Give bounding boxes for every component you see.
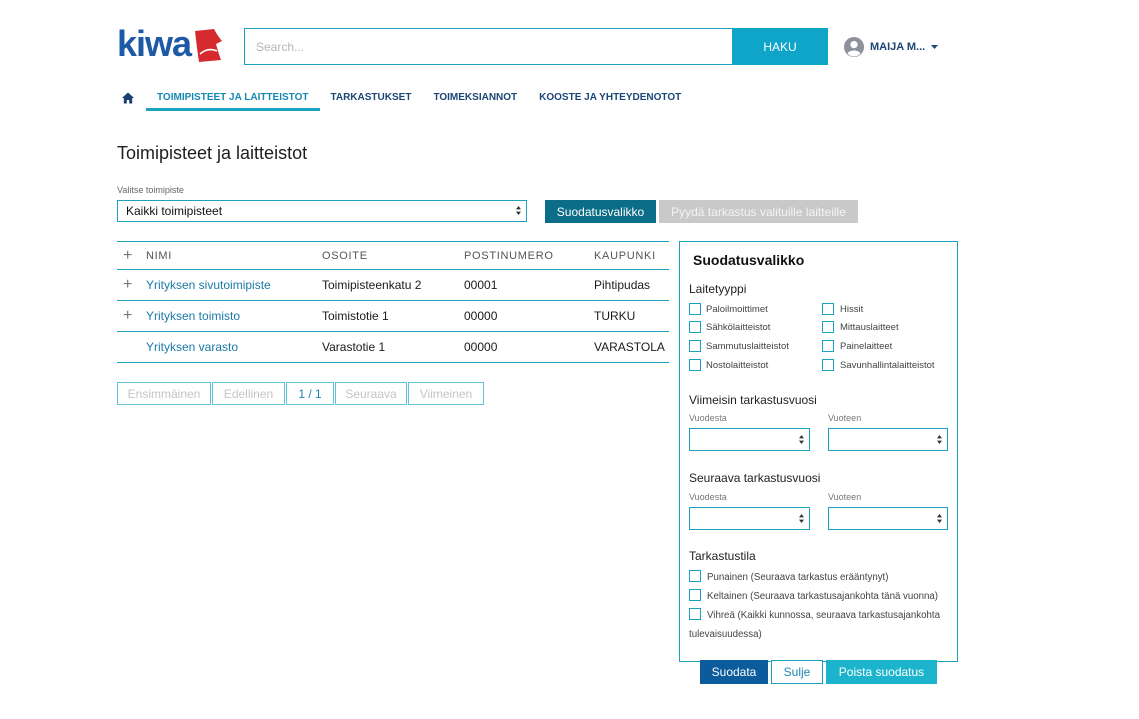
nav-item-toimipisteet[interactable]: TOIMIPISTEET JA LAITTEISTOT [146,88,320,111]
next-inspection-from-input[interactable] [690,508,809,529]
table-row [117,332,669,363]
location-link[interactable]: Yrityksen sivutoimipiste [146,278,271,292]
column-header-address: OSOITE [322,249,368,262]
table-header [117,241,669,270]
next-inspection-to-input[interactable] [829,508,947,529]
inspection-status-heading: Tarkastustila [689,549,756,563]
pagination [117,382,484,405]
location-select[interactable] [117,200,527,222]
checkbox-label: Vihreä (Kaikki kunnossa, seuraava tarkastusajankohta tulevaisuudessa) [689,610,940,640]
filter-panel-title: Suodatusvalikko [693,252,805,268]
nav-item-tarkastukset[interactable]: TARKASTUKSET [330,92,412,103]
home-icon [122,92,134,104]
status-option-red[interactable] [689,568,951,587]
filter-panel [679,241,958,662]
device-type-option[interactable] [689,320,770,334]
checkbox[interactable] [822,303,834,315]
last-inspection-year-heading: Viimeisin tarkastusvuosi [689,393,817,407]
cell-city: VARASTOLA [594,340,665,354]
device-type-option[interactable] [822,302,863,316]
checkbox-label: Nostolaitteistot [706,359,769,371]
user-menu[interactable] [844,36,940,57]
status-option-yellow[interactable] [689,587,951,606]
number-spinner-icon[interactable] [799,435,804,444]
cell-city: Pihtipudas [594,278,651,292]
column-header-postal-code: POSTINUMERO [464,249,554,262]
select-spinner-icon [516,206,521,215]
apply-filter-button[interactable]: Suodata [700,660,768,684]
device-type-option[interactable] [689,358,768,372]
clear-filter-button[interactable]: Poista suodatus [826,660,937,684]
main-nav [117,88,692,111]
cell-name [146,309,322,323]
next-inspection-year-heading: Seuraava tarkastusvuosi [689,471,821,485]
next-inspection-from-year[interactable] [689,507,810,530]
checkbox-label: Mittauslaitteet [840,321,899,333]
checkbox[interactable] [689,321,701,333]
close-filter-button[interactable]: Sulje [771,660,823,684]
table-row [117,301,669,332]
expand-row-button[interactable]: + [123,307,133,324]
expand-all-button[interactable]: + [123,246,133,264]
checkbox[interactable] [689,589,701,601]
cell-postal-code: 00000 [464,340,498,354]
number-spinner-icon[interactable] [937,435,942,444]
column-header-city: KAUPUNKI [594,249,656,262]
column-header-name: NIMI [146,249,173,262]
device-type-option[interactable] [822,358,935,372]
from-year-label: Vuodesta [689,492,727,502]
nav-item-kooste[interactable]: KOOSTE JA YHTEYDENOTOT [539,92,682,103]
checkbox-label: Sähkölaitteistot [706,321,771,333]
number-spinner-icon[interactable] [799,514,804,523]
last-inspection-from-input[interactable] [690,429,809,450]
last-inspection-to-input[interactable] [829,429,947,450]
first-page-button[interactable]: Ensimmäinen [117,382,211,405]
checkbox-label: Painelaitteet [840,340,893,352]
nav-item-toimeksiannot[interactable]: TOIMEKSIANNOT [433,92,518,103]
checkbox[interactable] [689,570,701,582]
locations-table [117,241,669,363]
user-avatar-icon [844,37,864,57]
filter-menu-button[interactable]: Suodatusvalikko [545,200,656,223]
caret-down-icon [931,45,938,49]
cell-address: Toimipisteenkatu 2 [322,278,422,292]
location-select-label: Valitse toimipiste [117,185,184,195]
checkbox-label: Paloilmoittimet [706,303,768,315]
cell-address: Varastotie 1 [322,340,386,354]
next-inspection-to-year[interactable] [828,507,948,530]
cell-postal-code: 00000 [464,309,498,323]
location-link[interactable]: Yrityksen toimisto [146,309,241,323]
current-page-indicator: 1 / 1 [286,382,334,405]
request-inspection-button[interactable]: Pyydä tarkastus valituille laitteille [659,200,858,223]
checkbox[interactable] [822,359,834,371]
previous-page-button[interactable]: Edellinen [212,382,285,405]
checkbox-label: Sammutuslaitteistot [706,340,789,352]
device-type-option[interactable] [689,339,789,353]
from-year-label: Vuodesta [689,413,727,423]
status-option-green[interactable] [689,606,951,644]
cell-city: TURKU [594,309,636,323]
search-input[interactable] [244,28,733,65]
search-button[interactable]: HAKU [732,28,828,65]
inspection-status-options [689,568,951,644]
logo-mark-icon [193,29,223,63]
location-select-value: Kaikki toimipisteet [126,204,223,218]
checkbox-label: Savunhallintalaitteistot [840,359,935,371]
last-inspection-from-year[interactable] [689,428,810,451]
device-type-option[interactable] [822,339,892,353]
to-year-label: Vuoteen [828,413,862,423]
checkbox-label: Keltainen (Seuraava tarkastusajankohta tänä vuonna) [707,591,939,602]
cell-address: Toimistotie 1 [322,309,389,323]
checkbox-label: Punainen (Seuraava tarkastus erääntynyt) [707,572,889,583]
checkbox[interactable] [822,321,834,333]
location-link[interactable]: Yrityksen varasto [146,340,239,354]
device-type-option[interactable] [822,320,899,334]
checkbox[interactable] [689,608,701,620]
logo-text: kiwa [117,23,192,64]
last-inspection-to-year[interactable] [828,428,948,451]
number-spinner-icon[interactable] [937,514,942,523]
checkbox[interactable] [689,359,701,371]
cell-postal-code: 00001 [464,278,498,292]
page-title: Toimipisteet ja laitteistot [117,143,308,163]
cell-name [146,340,322,354]
checkbox[interactable] [689,340,701,352]
device-type-heading: Laitetyyppi [689,282,747,296]
last-page-button[interactable]: Viimeinen [408,382,484,405]
table-row [117,270,669,301]
expand-row-button[interactable]: + [123,276,133,293]
checkbox-label: Hissit [840,303,864,315]
user-name: MAIJA M... [870,40,926,53]
checkbox[interactable] [689,303,701,315]
next-page-button[interactable]: Seuraava [335,382,407,405]
kiwa-logo[interactable] [117,24,223,64]
device-type-option[interactable] [689,302,768,316]
to-year-label: Vuoteen [828,492,862,502]
home-link[interactable] [117,88,146,111]
cell-name [146,278,322,292]
checkbox[interactable] [822,340,834,352]
